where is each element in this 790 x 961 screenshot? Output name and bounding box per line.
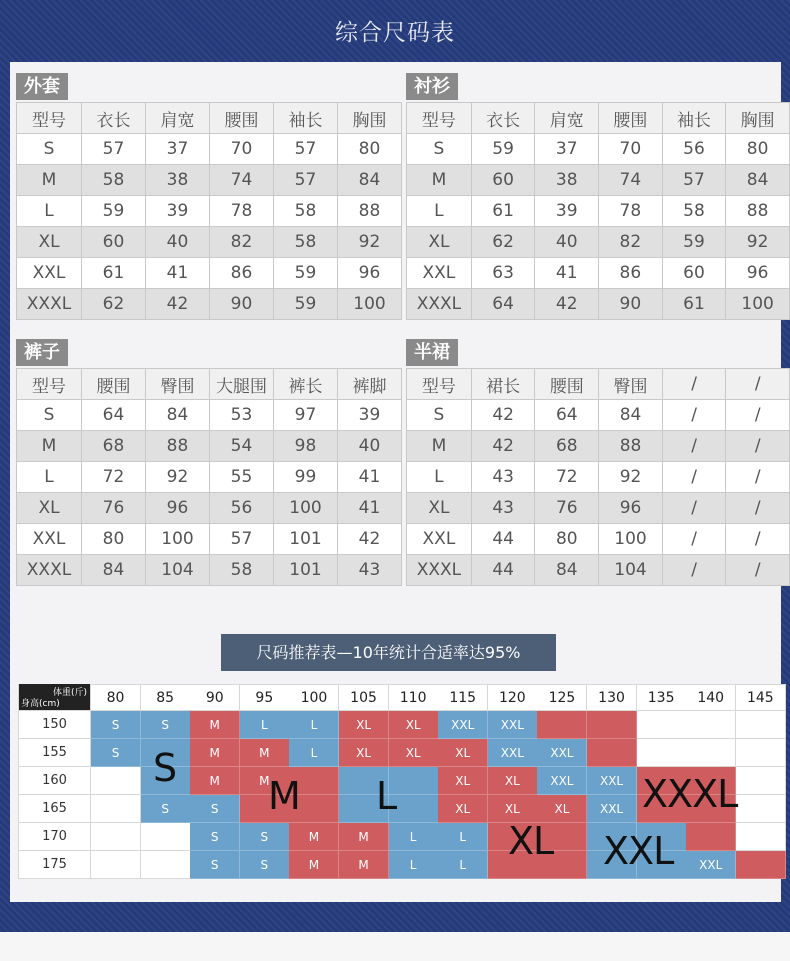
table-cell: XL bbox=[17, 227, 82, 258]
table-row bbox=[17, 431, 402, 462]
weight-header: 125 bbox=[537, 684, 587, 711]
table-cell: 96 bbox=[599, 493, 663, 524]
table-cell: 44 bbox=[471, 555, 535, 586]
size-cell: M bbox=[339, 851, 389, 879]
table-cell: L bbox=[17, 462, 82, 493]
table-cell: 57 bbox=[662, 165, 726, 196]
weight-header: 100 bbox=[289, 684, 339, 711]
table-row bbox=[407, 165, 790, 196]
table-cell: 57 bbox=[274, 165, 338, 196]
size-cell: S bbox=[190, 823, 240, 851]
table-cell: 40 bbox=[338, 431, 402, 462]
table-cell: 43 bbox=[471, 462, 535, 493]
table-cell: 100 bbox=[726, 289, 790, 320]
corner-weight-label: 体重(斤) bbox=[52, 688, 87, 698]
size-cell bbox=[686, 739, 736, 767]
size-zone-label: L bbox=[376, 774, 397, 818]
table-cell: 96 bbox=[726, 258, 790, 289]
section-label: 裤子 bbox=[16, 339, 68, 366]
table-header-cell: 袖长 bbox=[662, 103, 726, 134]
weight-header: 130 bbox=[587, 684, 637, 711]
table-cell: S bbox=[17, 134, 82, 165]
table-cell: 58 bbox=[82, 165, 146, 196]
corner-height-label: 身高(cm) bbox=[21, 699, 60, 709]
table-row bbox=[17, 462, 402, 493]
table-cell: 54 bbox=[210, 431, 274, 462]
size-cell: M bbox=[190, 739, 240, 767]
size-cell: XXL bbox=[537, 739, 587, 767]
table-row bbox=[17, 196, 402, 227]
size-cell: XXL bbox=[488, 739, 538, 767]
size-cell: XL bbox=[339, 711, 389, 739]
size-cell bbox=[736, 739, 786, 767]
size-cell bbox=[587, 739, 637, 767]
size-cell: XL bbox=[339, 739, 389, 767]
table-cell: S bbox=[17, 400, 82, 431]
table-header-cell: 袖长 bbox=[274, 103, 338, 134]
weight-header: 145 bbox=[736, 684, 786, 711]
table-cell: 101 bbox=[274, 524, 338, 555]
table-cell: 104 bbox=[146, 555, 210, 586]
table-row bbox=[17, 165, 402, 196]
table-cell: M bbox=[407, 431, 472, 462]
section-label: 半裙 bbox=[406, 339, 458, 366]
table-cell: 37 bbox=[535, 134, 599, 165]
table-cell: 90 bbox=[210, 289, 274, 320]
table-cell: 80 bbox=[535, 524, 599, 555]
table-cell: L bbox=[407, 462, 472, 493]
size-cell: XL bbox=[389, 711, 439, 739]
table-row bbox=[407, 289, 790, 320]
table-cell: 84 bbox=[146, 400, 210, 431]
weight-header: 90 bbox=[190, 684, 240, 711]
table-cell: / bbox=[662, 462, 726, 493]
table-cell: 57 bbox=[274, 134, 338, 165]
table-row bbox=[17, 258, 402, 289]
table-row bbox=[17, 493, 402, 524]
height-label: 155 bbox=[18, 739, 91, 767]
size-cell bbox=[537, 711, 587, 739]
table-cell: 56 bbox=[662, 134, 726, 165]
size-cell: XL bbox=[438, 739, 488, 767]
size-cell: L bbox=[240, 711, 290, 739]
table-row bbox=[407, 258, 790, 289]
table-cell: 64 bbox=[535, 400, 599, 431]
table-cell: / bbox=[662, 493, 726, 524]
table-cell: XL bbox=[17, 493, 82, 524]
table-cell: XL bbox=[407, 493, 472, 524]
table-cell: 84 bbox=[338, 165, 402, 196]
table-row bbox=[407, 524, 790, 555]
size-table bbox=[16, 102, 402, 320]
size-cell: XL bbox=[537, 795, 587, 823]
table-cell: 84 bbox=[82, 555, 146, 586]
table-cell: 55 bbox=[210, 462, 274, 493]
size-cell: L bbox=[438, 823, 488, 851]
size-cell bbox=[91, 823, 141, 851]
table-cell: 88 bbox=[599, 431, 663, 462]
table-cell: L bbox=[17, 196, 82, 227]
height-label: 170 bbox=[18, 823, 91, 851]
size-cell: S bbox=[141, 711, 191, 739]
table-cell: 61 bbox=[82, 258, 146, 289]
table-cell: 84 bbox=[599, 400, 663, 431]
height-label: 175 bbox=[18, 851, 91, 879]
table-cell: 72 bbox=[82, 462, 146, 493]
table-cell: 98 bbox=[274, 431, 338, 462]
table-cell: 38 bbox=[535, 165, 599, 196]
table-cell: / bbox=[726, 555, 790, 586]
table-cell: 82 bbox=[210, 227, 274, 258]
table-header-cell: 臀围 bbox=[146, 369, 210, 400]
table-header-cell: 裤脚 bbox=[338, 369, 402, 400]
table-cell: 60 bbox=[662, 258, 726, 289]
weight-header: 95 bbox=[240, 684, 290, 711]
size-cell: S bbox=[91, 739, 141, 767]
corner-cell bbox=[18, 684, 91, 711]
table-header-cell: 胸围 bbox=[338, 103, 402, 134]
table-row bbox=[407, 196, 790, 227]
size-cell: M bbox=[289, 851, 339, 879]
table-cell: 62 bbox=[82, 289, 146, 320]
weight-header: 115 bbox=[438, 684, 488, 711]
table-cell: 57 bbox=[82, 134, 146, 165]
table-cell: XXXL bbox=[17, 289, 82, 320]
size-cell bbox=[141, 851, 191, 879]
table-row bbox=[17, 134, 402, 165]
size-cell: S bbox=[91, 711, 141, 739]
height-label: 150 bbox=[18, 711, 91, 739]
table-header-cell: / bbox=[662, 369, 726, 400]
size-cell bbox=[686, 823, 736, 851]
size-cell: S bbox=[240, 823, 290, 851]
table-cell: 84 bbox=[726, 165, 790, 196]
table-cell: XXL bbox=[17, 258, 82, 289]
table-cell: M bbox=[17, 431, 82, 462]
table-row bbox=[17, 227, 402, 258]
table-cell: 97 bbox=[274, 400, 338, 431]
table-cell: 64 bbox=[471, 289, 535, 320]
table-cell: 100 bbox=[274, 493, 338, 524]
table-cell: 78 bbox=[210, 196, 274, 227]
table-cell: 88 bbox=[146, 431, 210, 462]
table-cell: 42 bbox=[471, 431, 535, 462]
size-cell: L bbox=[389, 823, 439, 851]
table-cell: XXL bbox=[407, 258, 472, 289]
size-cell: XL bbox=[488, 795, 538, 823]
table-cell: 42 bbox=[535, 289, 599, 320]
size-cell bbox=[736, 767, 786, 795]
table-cell: 43 bbox=[338, 555, 402, 586]
table-cell: 43 bbox=[471, 493, 535, 524]
table-cell: 82 bbox=[599, 227, 663, 258]
table-cell: 92 bbox=[338, 227, 402, 258]
size-cell: M bbox=[289, 823, 339, 851]
table-header-cell: 肩宽 bbox=[146, 103, 210, 134]
table-cell: 42 bbox=[146, 289, 210, 320]
table-cell: 60 bbox=[82, 227, 146, 258]
table-cell: 99 bbox=[274, 462, 338, 493]
page-title: 综合尺码表 bbox=[335, 20, 455, 46]
table-cell: S bbox=[407, 400, 472, 431]
table-row bbox=[407, 462, 790, 493]
table-cell: / bbox=[726, 462, 790, 493]
table-cell: 100 bbox=[146, 524, 210, 555]
size-cell: XXL bbox=[438, 711, 488, 739]
table-cell: / bbox=[662, 524, 726, 555]
section-label: 衬衫 bbox=[406, 73, 458, 100]
table-cell: XL bbox=[407, 227, 472, 258]
size-cell: L bbox=[389, 851, 439, 879]
table-cell: 68 bbox=[535, 431, 599, 462]
size-cell bbox=[91, 851, 141, 879]
table-cell: 59 bbox=[471, 134, 535, 165]
table-cell: 84 bbox=[535, 555, 599, 586]
table-header-cell: 裙长 bbox=[471, 369, 535, 400]
table-cell: 53 bbox=[210, 400, 274, 431]
table-cell: 39 bbox=[535, 196, 599, 227]
table-cell: 96 bbox=[338, 258, 402, 289]
table-cell: / bbox=[726, 431, 790, 462]
table-cell: 59 bbox=[662, 227, 726, 258]
size-cell: M bbox=[190, 711, 240, 739]
size-zone-label: M bbox=[268, 774, 300, 818]
table-cell: 40 bbox=[535, 227, 599, 258]
table-cell: 88 bbox=[726, 196, 790, 227]
table-cell: 59 bbox=[274, 258, 338, 289]
table-cell: 61 bbox=[662, 289, 726, 320]
size-cell: L bbox=[289, 711, 339, 739]
table-row bbox=[407, 555, 790, 586]
weight-header: 110 bbox=[389, 684, 439, 711]
table-row bbox=[407, 400, 790, 431]
table-cell: 44 bbox=[471, 524, 535, 555]
table-cell: 100 bbox=[338, 289, 402, 320]
size-cell bbox=[637, 711, 687, 739]
table-cell: 76 bbox=[535, 493, 599, 524]
size-cell bbox=[736, 851, 786, 879]
table-cell: 74 bbox=[599, 165, 663, 196]
table-cell: M bbox=[407, 165, 472, 196]
table-header-cell: 裤长 bbox=[274, 369, 338, 400]
table-cell: 80 bbox=[82, 524, 146, 555]
size-cell: M bbox=[190, 767, 240, 795]
table-cell: 104 bbox=[599, 555, 663, 586]
table-cell: 80 bbox=[726, 134, 790, 165]
table-row bbox=[17, 555, 402, 586]
table-cell: 100 bbox=[599, 524, 663, 555]
table-cell: / bbox=[726, 493, 790, 524]
table-cell: 41 bbox=[535, 258, 599, 289]
table-cell: S bbox=[407, 134, 472, 165]
weight-header: 105 bbox=[339, 684, 389, 711]
table-cell: 58 bbox=[210, 555, 274, 586]
table-cell: 76 bbox=[82, 493, 146, 524]
table-cell: 39 bbox=[338, 400, 402, 431]
table-header-cell: 腰围 bbox=[82, 369, 146, 400]
size-cell: XL bbox=[389, 739, 439, 767]
table-cell: XXL bbox=[17, 524, 82, 555]
table-cell: XXXL bbox=[407, 555, 472, 586]
table-row bbox=[407, 134, 790, 165]
table-cell: 41 bbox=[338, 493, 402, 524]
size-cell bbox=[91, 795, 141, 823]
size-cell: XL bbox=[438, 795, 488, 823]
size-cell: S bbox=[240, 851, 290, 879]
size-cell: M bbox=[339, 823, 389, 851]
size-table bbox=[406, 368, 790, 586]
table-header-cell: / bbox=[726, 369, 790, 400]
table-cell: 42 bbox=[471, 400, 535, 431]
table-cell: 56 bbox=[210, 493, 274, 524]
table-cell: 86 bbox=[599, 258, 663, 289]
size-cell: M bbox=[240, 739, 290, 767]
weight-header: 140 bbox=[686, 684, 736, 711]
table-cell: 59 bbox=[274, 289, 338, 320]
size-cell: S bbox=[141, 795, 191, 823]
table-cell: XXXL bbox=[17, 555, 82, 586]
size-cell bbox=[736, 711, 786, 739]
table-cell: M bbox=[17, 165, 82, 196]
size-cell: XL bbox=[438, 767, 488, 795]
table-header-cell: 型号 bbox=[407, 103, 472, 134]
size-cell: XXL bbox=[587, 767, 637, 795]
table-cell: / bbox=[662, 431, 726, 462]
table-cell: / bbox=[662, 400, 726, 431]
table-cell: 58 bbox=[274, 227, 338, 258]
table-cell: 74 bbox=[210, 165, 274, 196]
table-cell: 62 bbox=[471, 227, 535, 258]
table-cell: 88 bbox=[338, 196, 402, 227]
table-header-cell: 肩宽 bbox=[535, 103, 599, 134]
table-cell: 86 bbox=[210, 258, 274, 289]
weight-header: 80 bbox=[91, 684, 141, 711]
table-header-cell: 型号 bbox=[17, 369, 82, 400]
table-cell: 80 bbox=[338, 134, 402, 165]
table-cell: 41 bbox=[146, 258, 210, 289]
size-cell bbox=[686, 711, 736, 739]
table-cell: L bbox=[407, 196, 472, 227]
size-cell: XXL bbox=[488, 711, 538, 739]
table-cell: XXL bbox=[407, 524, 472, 555]
table-row bbox=[17, 524, 402, 555]
table-cell: XXXL bbox=[407, 289, 472, 320]
size-cell: L bbox=[289, 739, 339, 767]
table-cell: 63 bbox=[471, 258, 535, 289]
size-cell: L bbox=[438, 851, 488, 879]
table-row bbox=[407, 493, 790, 524]
size-cell bbox=[587, 711, 637, 739]
table-row bbox=[17, 289, 402, 320]
table-header-cell: 胸围 bbox=[726, 103, 790, 134]
table-header-cell: 衣长 bbox=[471, 103, 535, 134]
section-label: 外套 bbox=[16, 73, 68, 100]
table-cell: 42 bbox=[338, 524, 402, 555]
table-cell: 96 bbox=[146, 493, 210, 524]
weight-header: 135 bbox=[637, 684, 687, 711]
table-cell: / bbox=[662, 555, 726, 586]
table-row bbox=[407, 431, 790, 462]
weight-header: 120 bbox=[488, 684, 538, 711]
size-zone-label: XL bbox=[508, 819, 554, 863]
size-cell: XXL bbox=[587, 795, 637, 823]
table-cell: 70 bbox=[210, 134, 274, 165]
table-cell: 72 bbox=[535, 462, 599, 493]
size-cell: S bbox=[190, 795, 240, 823]
table-row bbox=[407, 227, 790, 258]
size-zone-label: XXXL bbox=[642, 772, 738, 816]
size-cell bbox=[141, 823, 191, 851]
table-cell: 59 bbox=[82, 196, 146, 227]
table-cell: / bbox=[726, 400, 790, 431]
size-cell bbox=[736, 823, 786, 851]
table-cell: 78 bbox=[599, 196, 663, 227]
table-cell: 61 bbox=[471, 196, 535, 227]
height-label: 160 bbox=[18, 767, 91, 795]
table-cell: 64 bbox=[82, 400, 146, 431]
size-cell: S bbox=[190, 851, 240, 879]
table-cell: 92 bbox=[599, 462, 663, 493]
table-cell: 92 bbox=[146, 462, 210, 493]
table-header-cell: 腰围 bbox=[599, 103, 663, 134]
table-cell: 57 bbox=[210, 524, 274, 555]
table-cell: / bbox=[726, 524, 790, 555]
size-cell bbox=[91, 767, 141, 795]
table-header-cell: 衣长 bbox=[82, 103, 146, 134]
size-zone-label: S bbox=[153, 746, 177, 790]
table-cell: 58 bbox=[662, 196, 726, 227]
table-row bbox=[17, 400, 402, 431]
table-cell: 92 bbox=[726, 227, 790, 258]
size-cell: XXL bbox=[686, 851, 736, 879]
table-header-cell: 腰围 bbox=[210, 103, 274, 134]
table-cell: 41 bbox=[338, 462, 402, 493]
table-cell: 37 bbox=[146, 134, 210, 165]
size-table bbox=[16, 368, 402, 586]
table-cell: 58 bbox=[274, 196, 338, 227]
table-cell: 70 bbox=[599, 134, 663, 165]
size-cell bbox=[637, 739, 687, 767]
size-zone-label: XXL bbox=[603, 829, 674, 873]
table-cell: 38 bbox=[146, 165, 210, 196]
table-header-cell: 臀围 bbox=[599, 369, 663, 400]
table-cell: 40 bbox=[146, 227, 210, 258]
table-cell: 60 bbox=[471, 165, 535, 196]
table-header-cell: 型号 bbox=[407, 369, 472, 400]
recommend-banner: 尺码推荐表—10年统计合适率达95% bbox=[221, 634, 556, 671]
size-cell: XL bbox=[488, 767, 538, 795]
size-cell: XXL bbox=[537, 767, 587, 795]
height-label: 165 bbox=[18, 795, 91, 823]
table-header-cell: 大腿围 bbox=[210, 369, 274, 400]
table-cell: 39 bbox=[146, 196, 210, 227]
bottom-strip bbox=[0, 932, 790, 961]
table-cell: 68 bbox=[82, 431, 146, 462]
size-cell: M bbox=[240, 767, 290, 795]
table-header-cell: 型号 bbox=[17, 103, 82, 134]
size-cell bbox=[736, 795, 786, 823]
table-cell: 101 bbox=[274, 555, 338, 586]
weight-header: 85 bbox=[141, 684, 191, 711]
table-header-cell: 腰围 bbox=[535, 369, 599, 400]
size-table bbox=[406, 102, 790, 320]
table-cell: 90 bbox=[599, 289, 663, 320]
